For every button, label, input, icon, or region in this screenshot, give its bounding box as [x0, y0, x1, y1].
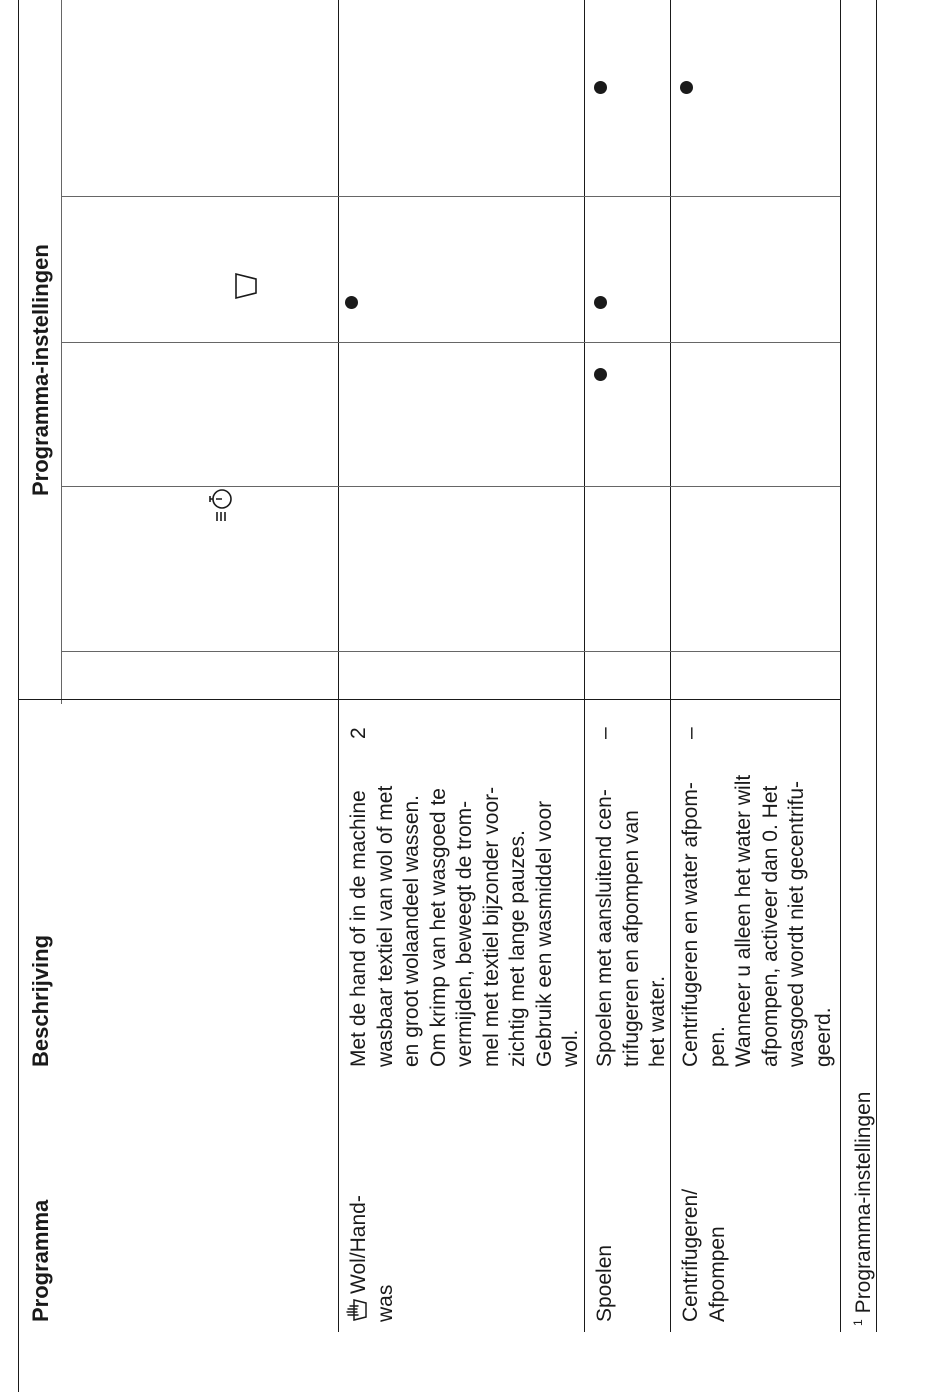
description-line: Wanneer u alleen het water wilt [732, 774, 755, 1067]
footnote-text: Programma-instellingen [852, 1091, 875, 1314]
description-line: pen. [705, 1026, 729, 1067]
description-line: Spoelen met aansluitend cen- [593, 789, 616, 1067]
description-line: zichtig met lange pauzes. [506, 830, 529, 1067]
desc-settings-separator [18, 699, 840, 700]
row-divider-footnote [840, 0, 841, 1332]
settings-col-1 [61, 651, 840, 652]
setting-dot-wol-col2 [345, 296, 358, 309]
description-spoelen [592, 789, 672, 1067]
description-line: mel met textiel bijzonder voor- [479, 786, 503, 1067]
footnote [845, 1092, 877, 1326]
description-line: wasgoed wordt niet gecentrifu- [785, 781, 808, 1067]
description-line: Met de hand of in de machine [347, 790, 370, 1067]
row-divider-wol [338, 0, 339, 1332]
program-name-spoelen: Spoelen [593, 1244, 616, 1322]
description-line: en groot wolaandeel wassen. [400, 794, 423, 1067]
description-line: wasbaar textiel van wol of met [373, 785, 397, 1067]
row-divider-centrifugeren [670, 0, 671, 1332]
setting-dot-spoelen-col2 [594, 296, 607, 309]
description-line: vermijden, beweegt de trom- [453, 800, 476, 1067]
value-spoelen: – [593, 727, 616, 739]
hand-wash-icon [346, 1298, 368, 1322]
setting-dot-spoelen-col4 [594, 81, 607, 94]
value-wol-handwas: 2 [347, 727, 370, 739]
program-name-centrifugeren-afpompen [678, 1189, 731, 1322]
settings-col-3 [61, 342, 840, 343]
row-divider-spoelen [584, 0, 585, 1332]
description-line: Gebruik een wasmiddel voor [532, 800, 556, 1067]
header-programma: Programma [28, 1199, 53, 1322]
table-top-rule [18, 0, 19, 1392]
setting-dot-centrifugeren-col4 [680, 81, 693, 94]
description-line: Om krimp van het wasgoed te [426, 788, 450, 1067]
settings-col-2 [61, 486, 840, 487]
setting-dot-spoelen-col1 [594, 368, 607, 381]
description-line: geerd. [811, 1007, 835, 1067]
program-name-line: Afpompen [705, 1226, 729, 1322]
header-programma-instellingen: Programma-instellingen [28, 244, 53, 496]
quick-wash-icon [207, 484, 235, 524]
description-line: wol. [559, 1029, 582, 1067]
program-name-wol-handwas [346, 1195, 399, 1322]
pre-wash-icon [233, 271, 259, 301]
description-wol-handwas [346, 786, 585, 1067]
description-line: trifugeren en afpompen van [619, 810, 643, 1067]
description-line: Centrifugeren en water afpom- [679, 782, 702, 1067]
settings-subheader-rule [61, 0, 62, 704]
settings-col-4 [61, 196, 840, 197]
description-centrifugeren-afpompen [678, 775, 837, 1067]
header-beschrijving: Beschrijving [28, 934, 53, 1067]
program-name-line: Wol/Hand- [346, 1195, 373, 1322]
description-line: afpompen, activeer dan 0. Het [758, 785, 782, 1067]
program-name-line: Centrifugeren/ [679, 1188, 702, 1322]
footnote-marker: 1 [851, 1319, 865, 1326]
value-centrifugeren-afpompen: – [679, 727, 702, 739]
description-line: het water. [646, 975, 669, 1067]
program-name-line: was [373, 1284, 397, 1322]
